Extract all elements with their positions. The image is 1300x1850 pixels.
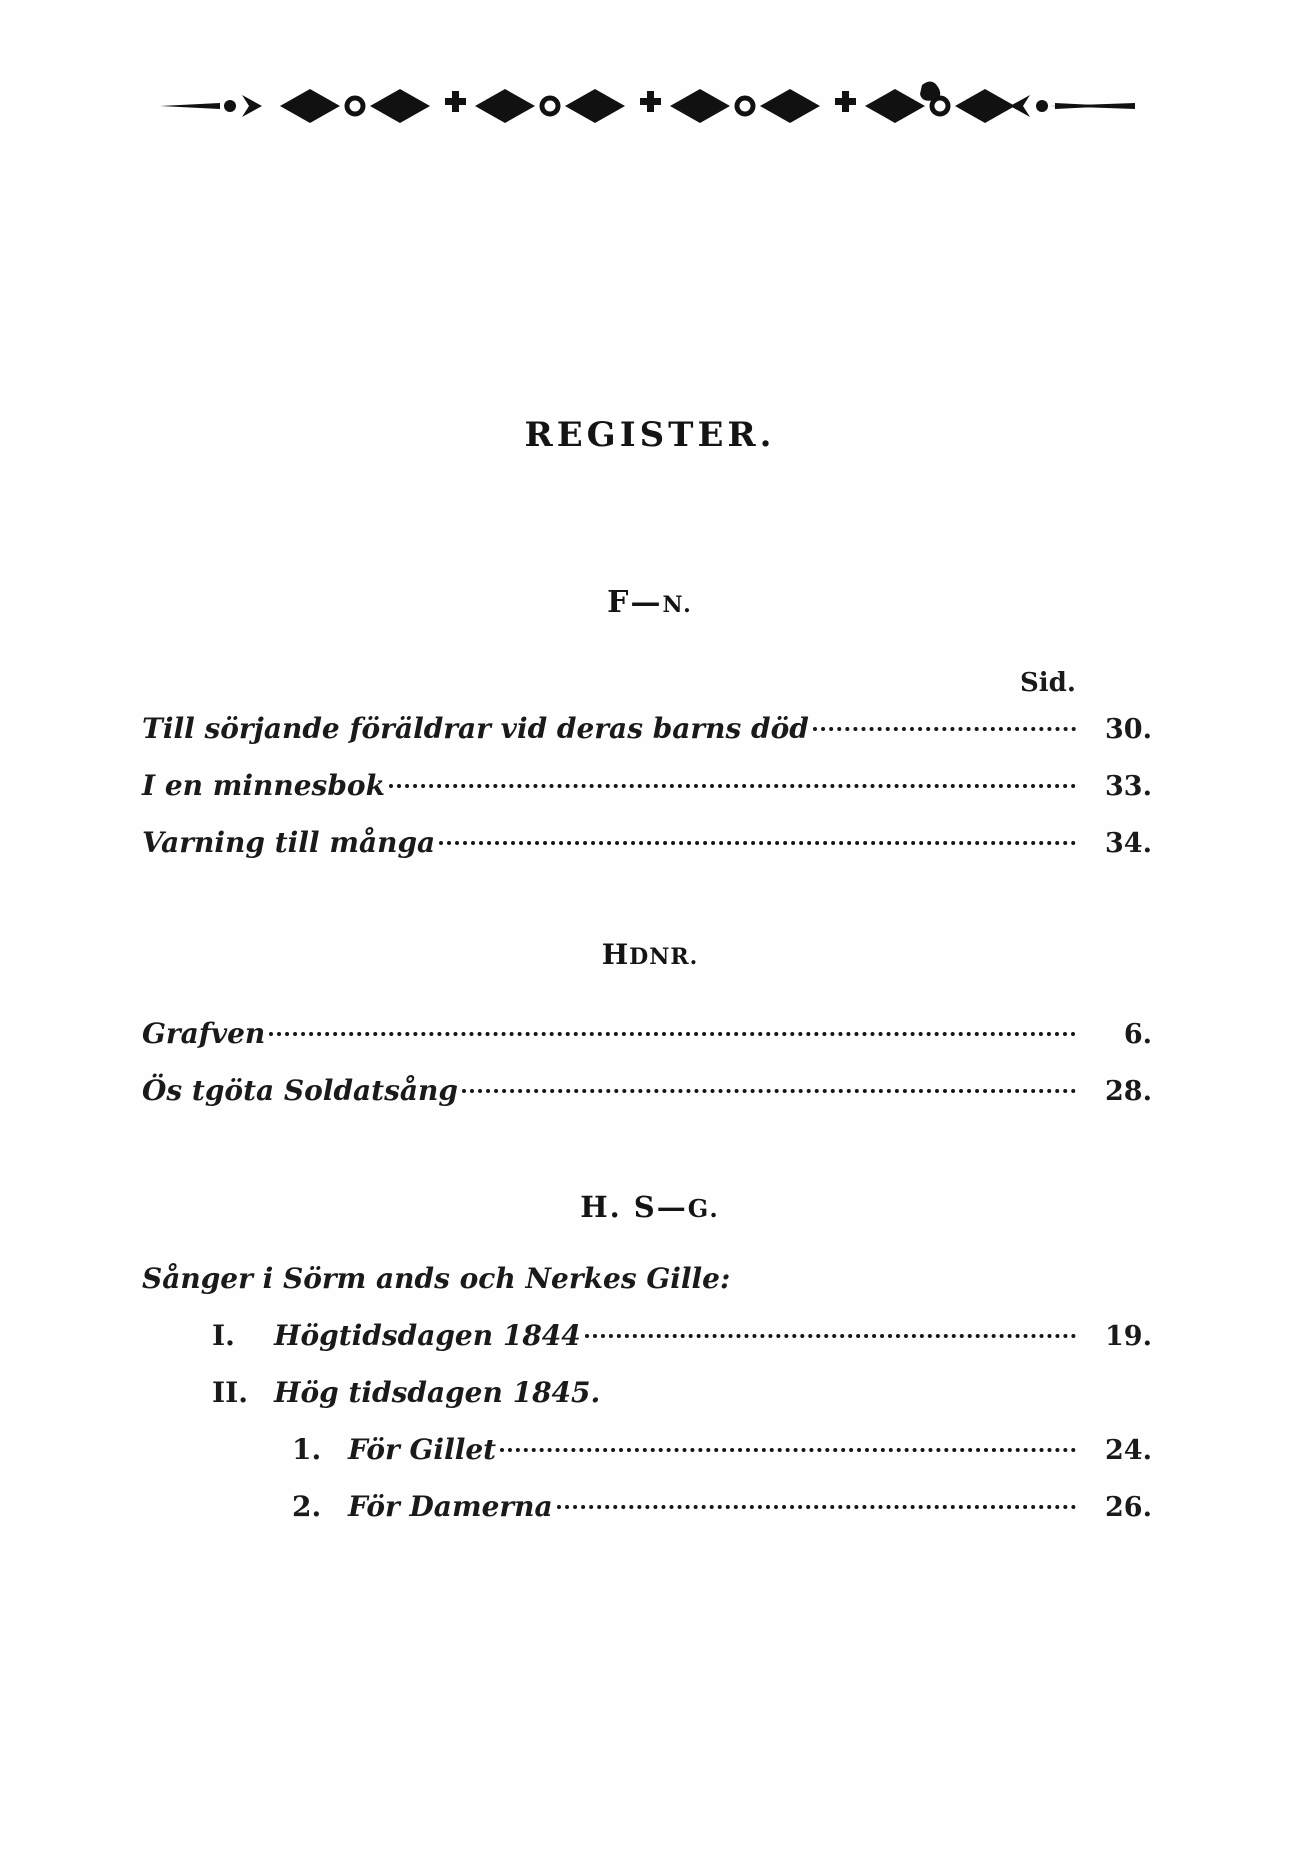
toc-entry-number: II.	[212, 1376, 248, 1409]
toc-entry-number: I.	[212, 1319, 235, 1352]
sid-column-label: Sid.	[1020, 668, 1076, 698]
toc-entry-label: Ös tgöta Soldatsång	[142, 1074, 458, 1107]
section-heading-hdnr-main: H	[601, 938, 630, 971]
toc-section-hsg	[142, 1262, 1152, 1545]
diamond-chain-ornament	[140, 70, 1160, 140]
section-heading-fn	[0, 585, 1300, 620]
toc-entry	[142, 767, 1152, 800]
dot-leader	[585, 1317, 1076, 1345]
toc-entry-page: 33.	[1105, 771, 1152, 802]
section-heading-hdnr	[0, 938, 1300, 971]
toc-entry-page: 19.	[1105, 1321, 1152, 1352]
toc-entry	[142, 710, 1152, 743]
toc-entry-number: 2.	[292, 1490, 322, 1523]
toc-entry-label: Hög tidsdagen 1845.	[274, 1376, 601, 1409]
toc-entry-page: 28.	[1105, 1076, 1152, 1107]
dot-leader	[813, 710, 1076, 738]
toc-entry	[142, 1072, 1152, 1105]
toc-entry	[142, 1374, 1152, 1407]
dot-leader	[269, 1015, 1076, 1043]
dot-leader	[500, 1431, 1076, 1459]
section-heading-hsg-dash: —	[656, 1190, 688, 1224]
section-heading-hsg-small: G.	[687, 1194, 720, 1223]
toc-entry-label: I en minnesbok	[142, 769, 385, 802]
toc-entry	[142, 1015, 1152, 1048]
section-heading-hdnr-small: DNR.	[629, 944, 699, 970]
section-heading-fn-small: N.	[662, 592, 693, 618]
section-heading-hsg	[0, 1190, 1300, 1224]
toc-entry	[142, 1488, 1152, 1521]
toc-entry-page: 26.	[1105, 1492, 1152, 1523]
toc-group-title: Sånger i Sörm ands och Nerkes Gille:	[142, 1262, 731, 1295]
dot-leader	[604, 1374, 1076, 1402]
dot-leader	[557, 1488, 1076, 1516]
toc-entry-label: För Damerna	[348, 1490, 553, 1523]
toc-entry-page: 6.	[1123, 1019, 1152, 1050]
dot-leader	[439, 824, 1076, 852]
section-heading-fn-main: F	[607, 585, 631, 620]
toc-entry	[142, 824, 1152, 857]
toc-entry	[142, 1431, 1152, 1464]
toc-entry-label: Till sörjande föräldrar vid deras barns död	[142, 712, 809, 745]
toc-section-fn	[142, 710, 1152, 881]
toc-entry-label: Högtidsdagen 1844	[274, 1319, 581, 1352]
toc-entry-page: 30.	[1105, 714, 1152, 745]
toc-entry-number: 1.	[292, 1433, 322, 1466]
section-heading-fn-dash: —	[630, 585, 663, 620]
toc-entry-label: Varning till många	[142, 826, 436, 859]
toc-entry-page: 34.	[1105, 828, 1152, 859]
dot-leader	[462, 1072, 1076, 1100]
toc-entry	[142, 1317, 1152, 1350]
toc-section-hdnr	[142, 1015, 1152, 1129]
section-heading-hsg-main: H. S	[580, 1190, 657, 1224]
toc-entry-page: 24.	[1105, 1435, 1152, 1466]
toc-entry-label: Grafven	[142, 1017, 266, 1050]
toc-entry-label: För Gillet	[348, 1433, 497, 1466]
dot-leader	[389, 767, 1076, 795]
page-title: REGISTER.	[524, 415, 776, 455]
